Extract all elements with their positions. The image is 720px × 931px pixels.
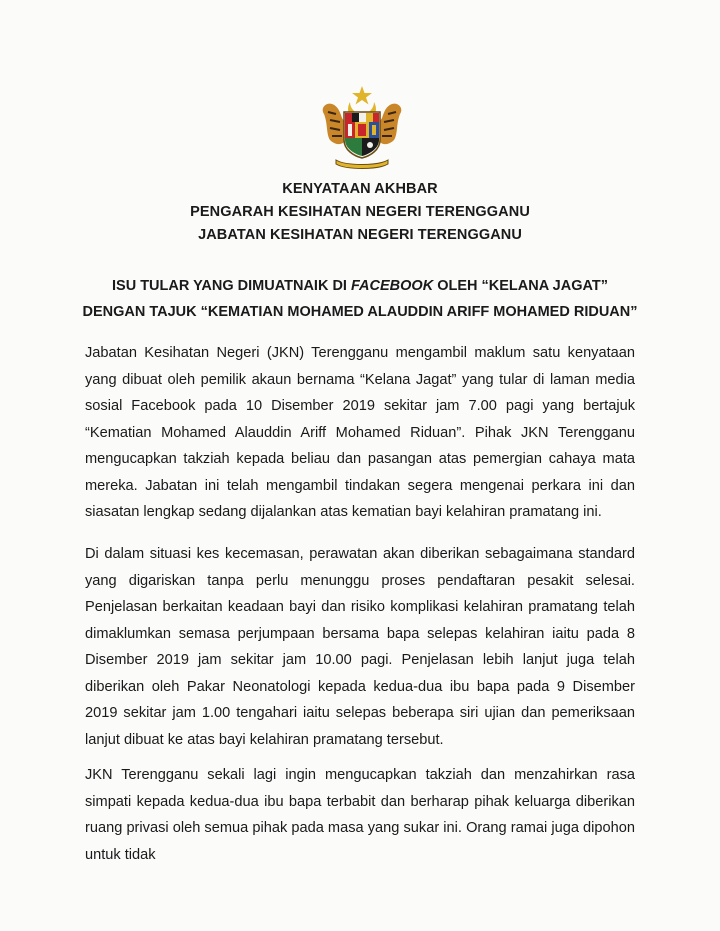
title-line-1-prefix: ISU TULAR YANG DIMUATNAIK DI [112, 278, 351, 294]
press-release-header [0, 178, 720, 247]
coat-of-arms-logo [316, 84, 408, 170]
title-line-1 [0, 273, 720, 299]
header-line-director: PENGARAH KESIHATAN NEGERI TERENGGANU [190, 204, 530, 220]
body-paragraph-2: Di dalam situasi kes kecemasan, perawatan akan diberikan sebagaimana standard yang digariskan tanpa perlu menunggu proses pendaftaran pesakit selesai. Penjelasan berkaitan keadaan bayi dan risiko komplikasi kelahiran pramatang telah dimaklumkan semasa perjumpaan bersama bapa selepas kelahiran iaitu pada 8 Disember 2019 jam sekitar jam 10.00 pagi. Penjelasan lebih lanjut juga telah diberikan oleh Pakar Neonatologi kepada kedua-dua ibu bapa pada 9 Disember 2019 sekitar jam 1.00 tengahari iaitu selepas beberapa siri ujian dan pemeriksaan lanjut dibuat ke atas bayi kelahiran pramatang tersebut. [85, 546, 635, 748]
title-line-1-suffix: OLEH “KELANA JAGAT” [433, 278, 608, 294]
header-line-department: JABATAN KESIHATAN NEGERI TERENGGANU [198, 227, 522, 243]
header-line-press-statement: KENYATAAN AKHBAR [282, 181, 438, 197]
title-line-2: DENGAN TAJUK “KEMATIAN MOHAMED ALAUDDIN ARIFF MOHAMED RIDUAN” [82, 304, 638, 320]
title-line-1-emphasis: FACEBOOK [351, 278, 434, 294]
body-paragraph-3: JKN Terengganu sekali lagi ingin mengucapkan takziah dan menzahirkan rasa simpati kepada kedua-dua ibu bapa terbabit dan berharap pihak keluarga diberikan ruang privasi oleh semua pihak pada masa yang sukar ini. Orang ramai juga dipohon untuk tidak [85, 767, 635, 863]
issue-title [0, 273, 720, 325]
body-paragraph-1: Jabatan Kesihatan Negeri (JKN) Terengganu mengambil maklum satu kenyataan yang dibuat oleh pemilik akaun bernama “Kelana Jagat” yang tular di laman media sosial Facebook pada 10 Disember 2019 sekitar jam 7.00 pagi yang bertajuk “Kematian Mohamed Alauddin Ariff Mohamed Riduan”. Pihak JKN Terengganu mengucapkan takziah kepada beliau dan pasangan atas pemergian cahaya mata mereka. Jabatan ini telah mengambil tindakan segera mengenai perkara ini dan siasatan lengkap sedang dijalankan atas kematian bayi kelahiran pramatang ini. [85, 345, 635, 520]
